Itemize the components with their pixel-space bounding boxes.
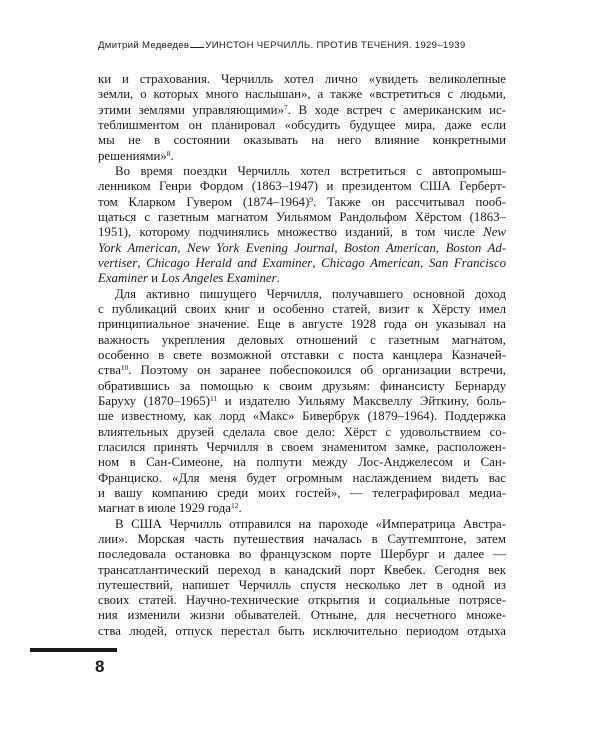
text-line: путешествий, напишет Черчилль спустя несколько лет в одной из <box>98 577 506 592</box>
text-line: В США Черчилль отправился на пароходе «Императрица Австра- <box>115 516 506 531</box>
text-line: принципиальное значение. Еще в августе 1928 года он указывал на <box>98 317 506 332</box>
text-line: щаться с газетным магнатом Уильямом Рандольфом Хёрстом (1863– <box>98 209 506 224</box>
header-book-title: УИНСТОН ЧЕРЧИЛЛЬ. ПРОТИВ ТЕЧЕНИЯ. 1929–1939 <box>205 40 466 51</box>
text-line: последовала остановка во французском порте Шербург и далее — <box>98 547 506 562</box>
footnote-ref: 10 <box>120 363 129 373</box>
text-line: гласился принять Черчилля в своем знаменитом замке, расположен- <box>98 439 506 454</box>
text-line: важность укрепления деловых отношений с газетным магнатом, <box>98 332 506 347</box>
text-line: ше известному, как лорд «Макс» Бивербрук (1879–1964). Поддержка <box>98 409 506 424</box>
text-line: лии». Морская часть путешествия началась в Саутгемптоне, затем <box>98 531 506 546</box>
footnote-ref: 11 <box>209 393 218 403</box>
text-line: ства$^{10}$. Поэтому он заранее побеспокоился об организации встречи, <box>98 363 506 378</box>
paragraph <box>98 517 506 640</box>
text-line: ния изменили жизни обывателей. Отныне, для несчетного множе- <box>98 608 506 623</box>
text-line: ном в Сан-Симеоне, на полпути между Лос-Анджелесом и Сан- <box>98 455 506 470</box>
text-line: мы не в состоянии оказывать на него влияние конкретными <box>98 133 506 148</box>
footnote-ref: 8 <box>166 148 171 158</box>
paragraph <box>98 72 506 164</box>
text-line: Во время поездки Черчилль хотел встретиться с автопромыш- <box>115 163 506 178</box>
text-line: решениями»$^8$. <box>98 148 174 163</box>
text-line: ки и страхования. Черчилль хотел лично «увидеть великолепные <box>98 72 506 86</box>
page-number: 8 <box>95 657 105 676</box>
text-line: 1951), которому подчинялись множество изданий, в том числе New <box>98 225 506 240</box>
footnote-ref: 9 <box>309 194 313 204</box>
body-text <box>98 72 506 639</box>
text-line: vertiser, Chicago Herald and Examiner, Chicago American, San Francisco <box>98 255 506 270</box>
text-line: ленником Генри Фордом (1863–1947) и президентом США Герберт- <box>98 179 506 194</box>
footnote-ref: 12 <box>230 501 239 511</box>
text-line: и вашу компанию среди моих гостей», — телеграфировал медиа- <box>98 485 506 500</box>
text-line: этими землями управляющими»$^7$. В ходе встреч с американским ис- <box>98 102 506 117</box>
text-line: Франциско. «Для меня будет огромным наслаждением видеть вас <box>98 470 506 485</box>
text-line: своих статей. Научно-технические открытия и социальные потрясе- <box>98 593 506 608</box>
footer-rule <box>30 648 117 652</box>
text-line: обратившись за помощью к своим друзьям: финансисту Бернарду <box>98 378 506 393</box>
text-line: влиятельных друзей сделала свое дело: Хёрст с удовольствием со- <box>98 424 506 439</box>
header-separator <box>190 47 204 48</box>
text-line: York American, New York Evening Journal, Boston American, Boston Ad- <box>98 240 507 255</box>
text-line: Для активно пишущего Черчилля, получавшего основной доход <box>115 286 506 301</box>
paragraph <box>98 164 506 287</box>
footnote-ref: 7 <box>283 102 288 112</box>
text-line: особенно в свете возможной отставки с поста канцлера Казначей- <box>98 347 506 362</box>
running-header <box>98 40 508 51</box>
text-line: земли, о которых много наслышан», а также «встретиться с людьми, <box>98 87 506 102</box>
header-author: Дмитрий Медведев <box>98 40 190 51</box>
text-line: теблишментом он планировал «обсудить будущее мира, даже если <box>98 117 506 132</box>
text-line: Баруху (1870–1965)$^{11}$ и издателю Уильяму Максвеллу Эйткину, боль- <box>98 393 506 408</box>
text-line: ства людей, отпуск перестал быть исключительно периодом отдыха <box>98 623 506 638</box>
text-line: трансатлантический переход в канадский порт Квебек. Сегодня век <box>98 562 506 577</box>
text-line: том Кларком Гувером (1874–1964)$^9$. Также он рассчитывал пооб- <box>98 194 506 209</box>
text-line: с публикаций своих книг и особенно статей, визит к Хёрсту имел <box>98 301 506 316</box>
paragraph <box>98 287 506 517</box>
text-line: магнат в июле 1929 года$^{12}$. <box>98 501 242 516</box>
text-line: Examiner и Los Angeles Examiner. <box>98 271 280 286</box>
